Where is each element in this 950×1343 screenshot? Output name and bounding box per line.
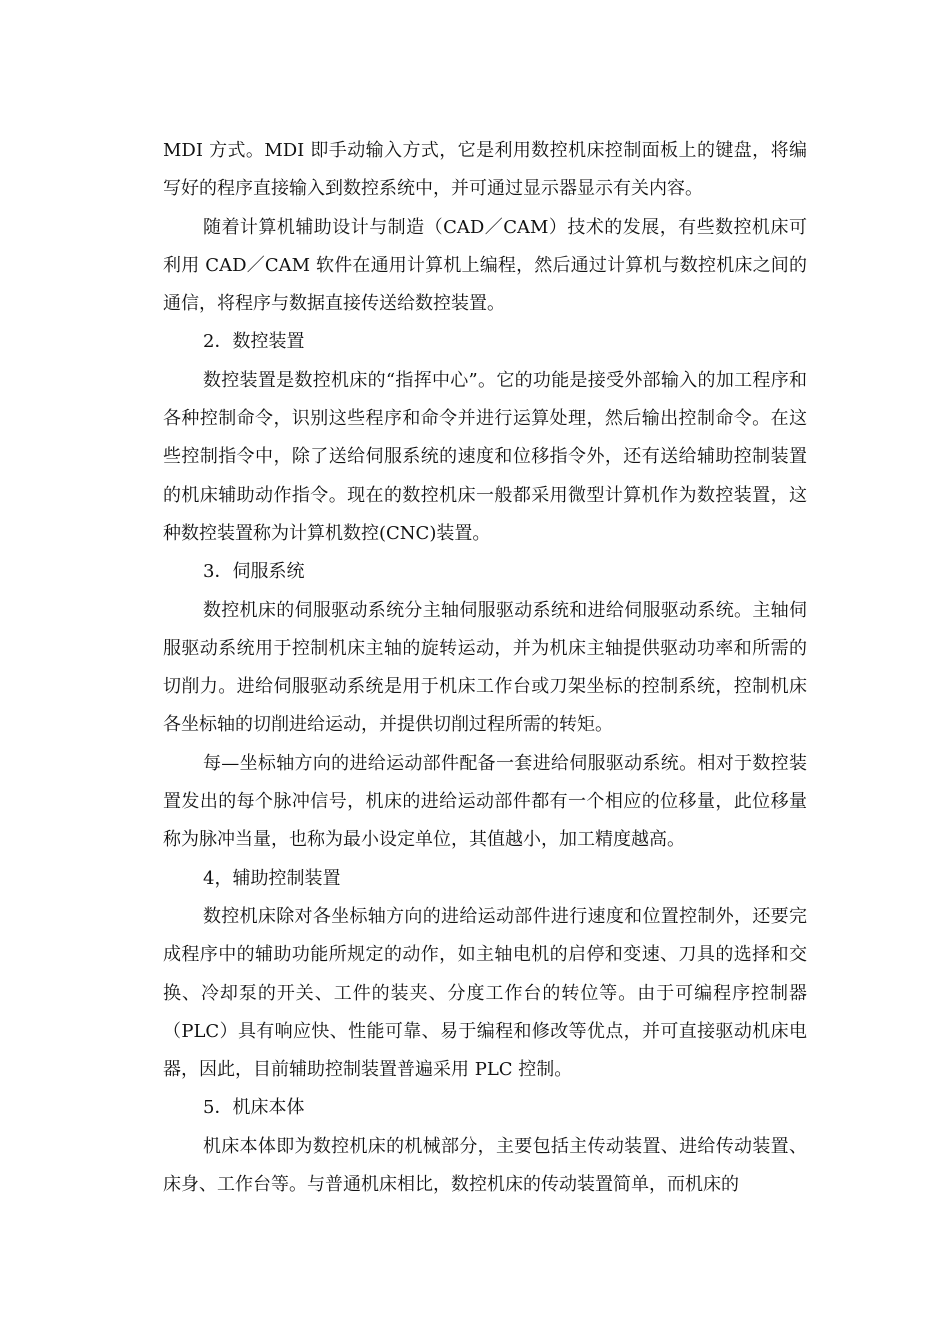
paragraph-machine-body: 机床本体即为数控机床的机械部分，主要包括主传动装置、进给传动装置、床身、工作台等。与普通机床相比，数控机床的传动装置简单，而机床的	[163, 1135, 807, 1196]
paragraph-auxiliary-control: 数控机床除对各坐标轴方向的进给运动部件进行速度和位置控制外，还要完成程序中的辅助功能所规定的动作，如主轴电机的启停和变速、刀具的选择和交换、冷却泵的开关、工件的装夹、分度工作台的转位等。由于可编程序控制器（PLC）具有响应快、性能可靠、易于编程和修改等优点，并可直接驱动机床电器，因此，目前辅助控制装置普遍采用 PLC 控制。	[163, 905, 807, 1081]
section-heading-machine-body: 5．机床本体	[203, 1097, 305, 1119]
paragraph-servo-drive: 数控机床的伺服驱动系统分主轴伺服驱动系统和进给伺服驱动系统。主轴伺服驱动系统用于控制机床主轴的旋转运动，并为机床主轴提供驱动功率和所需的切削力。进给伺服驱动系统是用于机床工作台或刀架坐标的控制系统，控制机床各坐标轴的切削进给运动，并提供切削过程所需的转矩。	[163, 599, 807, 736]
document-body	[163, 132, 807, 1204]
paragraph-mdi-mode: MDI 方式。MDI 即手动输入方式，它是利用数控机床控制面板上的键盘，将编写好的程序直接输入到数控系统中，并可通过显示器显示有关内容。	[163, 140, 807, 200]
paragraph-cad-cam: 随着计算机辅助设计与制造（CAD／CAM）技术的发展，有些数控机床可利用 CAD／CAM 软件在通用计算机上编程，然后通过计算机与数控机床之间的通信，将程序与数据直接传送给数控装置。	[163, 216, 807, 315]
paragraph-cnc-device: 数控装置是数控机床的“指挥中心”。它的功能是接受外部输入的加工程序和各种控制命令，识别这些程序和命令并进行运算处理，然后输出控制命令。在这些控制指令中，除了送给伺服系统的速度和位移指令外，还有送给辅助控制装置的机床辅助动作指令。现在的数控机床一般都采用微型计算机作为数控装置，这种数控装置称为计算机数控(CNC)装置。	[163, 369, 807, 544]
section-heading-auxiliary-control: 4，辅助控制装置	[203, 867, 341, 889]
section-heading-servo-system: 3．伺服系统	[203, 561, 305, 583]
section-heading-cnc-device: 2．数控装置	[203, 331, 305, 353]
paragraph-pulse-equivalent: 每—坐标轴方向的进给运动部件配备一套进给伺服驱动系统。相对于数控装置发出的每个脉冲信号，机床的进给运动部件都有一个相应的位移量，此位移量称为脉冲当量，也称为最小设定单位，其值越小，加工精度越高。	[163, 752, 807, 851]
